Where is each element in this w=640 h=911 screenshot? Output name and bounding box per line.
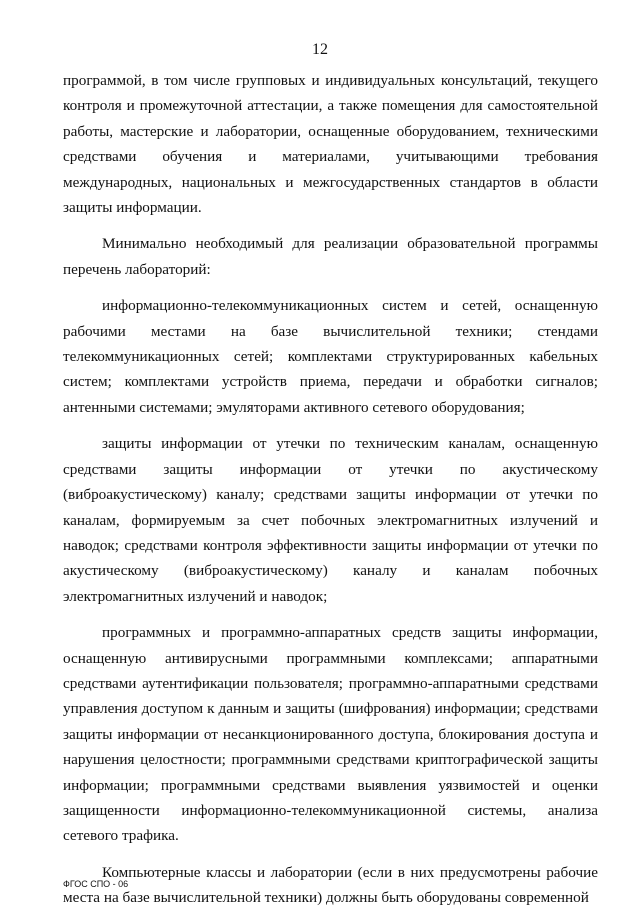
paragraph-lab-software-protection: программных и программно-аппаратных средств защиты информации, оснащенную антивирусными программными комплексами; аппаратными средствами аутентификации пользователя; программно-аппаратными средствами управления доступом к данным и защиты (шифрования) информации; средствами защиты информации от несанкционированного доступа, блокирования доступа и нарушения целостности; программными средствами криптографической защиты информации; программными средствами выявления уязвимостей и оценки защищенности информационно-телекоммуникационной системы, анализа сетевого трафика. xyxy=(63,624,598,845)
document-body xyxy=(63,68,598,911)
paragraph-lab-list-intro: Минимально необходимый для реализации образовательной программы перечень лабораторий: xyxy=(63,235,598,278)
page-number: 12 xyxy=(312,41,328,58)
paragraph-lab-leak-protection: защиты информации от утечки по техническим каналам, оснащенную средствами защиты информации от утечки по акустическому (виброакустическому) каналу; средствами защиты информации от утечки по каналам, формируемым за счет побочных электромагнитных излучений и наводок; средствами контроля эффективности защиты информации от утечки по акустическому (виброакустическому) каналу и каналам побочных электромагнитных излучений и наводок; xyxy=(63,435,598,605)
paragraph-premises: программой, в том числе групповых и индивидуальных консультаций, текущего контроля и промежуточной аттестации, а также помещения для самостоятельной работы, мастерские и лаборатории, оснащенные оборудованием, техническими средствами обучения и материалами, учитывающими требования международных, национальных и межгосударственных стандартов в области защиты информации. xyxy=(63,72,598,217)
paragraph-computer-classes: Компьютерные классы и лаборатории (если в них предусмотрены рабочие места на базе вычислительной техники) должны быть оборудованы современной xyxy=(63,863,598,907)
footer-standard-code: ФГОС СПО - 06 xyxy=(63,879,129,889)
paragraph-lab-telecom: информационно-телекоммуникационных систем и сетей, оснащенную рабочими местами на базе вычислительной техники; стендами телекоммуникационных сетей; комплектами структурированных кабельных систем; комплектами устройств приема, передачи и обработки сигналов; антенными системами; эмуляторами активного сетевого оборудования; xyxy=(63,297,598,416)
